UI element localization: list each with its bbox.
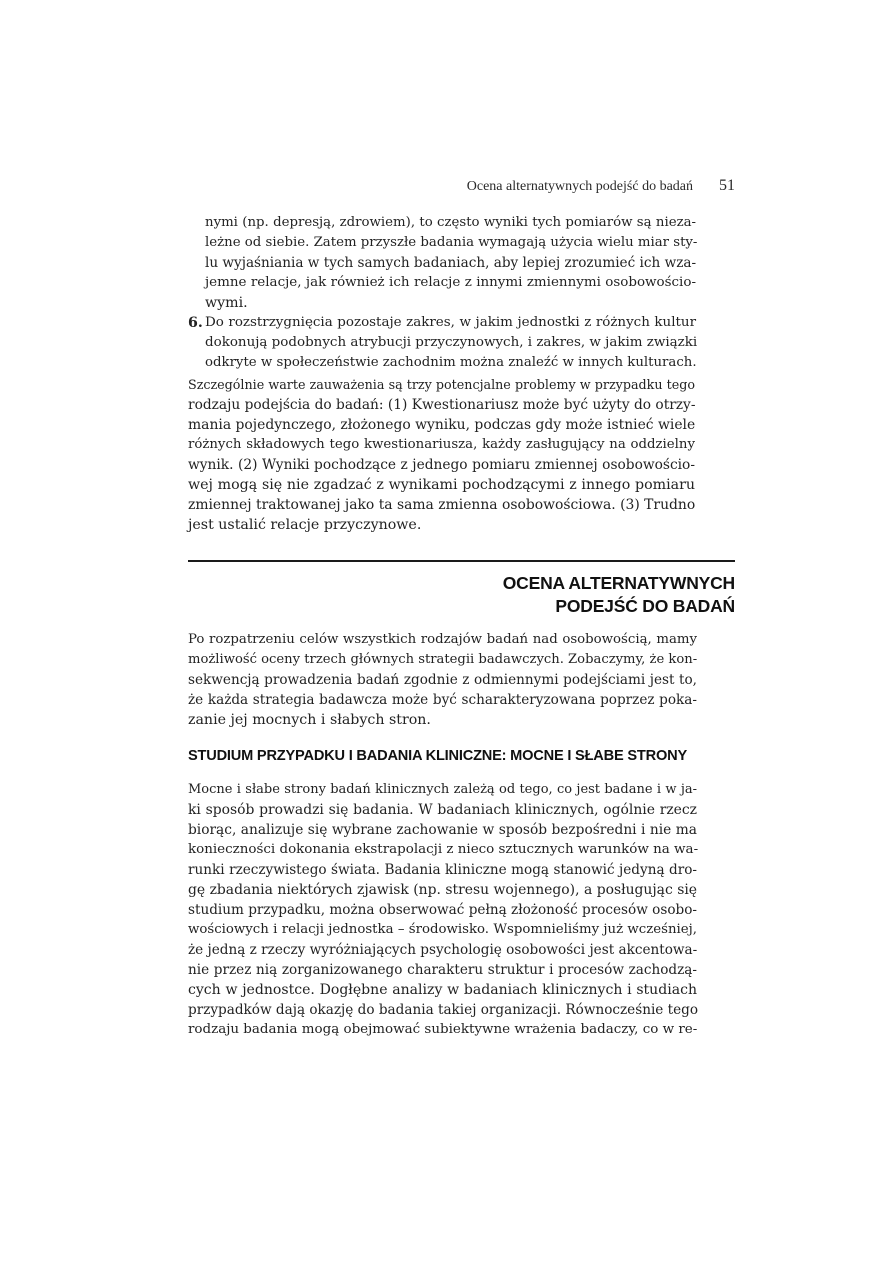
section-heading-line: PODEJŚĆ DO BADAŃ	[555, 596, 735, 616]
text-line: wynik. (2) Wyniki pochodzące z jednego pomiaru zmiennej osobowościo-	[188, 457, 695, 473]
paragraph-problems	[188, 375, 695, 535]
text-line: wej mogą się nie zgadzać z wynikami pochodzącymi z innego pomiaru	[188, 477, 695, 493]
text-line: przypadków dają okazję do badania takiej organizacji. Równocześnie tego	[188, 1002, 699, 1018]
text-line: mania pojedynczego, złożonego wyniku, podczas gdy może istnieć wiele	[188, 417, 696, 433]
text-line: Mocne i słabe strony badań klinicznych zależą od tego, co jest badane i w ja-	[188, 782, 697, 797]
list-item-body	[205, 313, 696, 373]
text-line: dokonują podobnych atrybucji przyczynowych, i zakres, w jakim związki	[205, 335, 698, 350]
text-line: runki rzeczywistego świata. Badania kliniczne mogą stanowić jedyną dro-	[188, 862, 697, 878]
text-line: nymi (np. depresją, zdrowiem), to często wyniki tych pomiarów są nieza-	[205, 215, 696, 230]
text-line: wymi.	[205, 295, 248, 311]
text-line: gę zbadania niektórych zjawisk (np. stresu wojennego), a posługując się	[188, 882, 697, 898]
text-line: odkryte w społeczeństwie zachodnim można znaleźć w innych kulturach.	[205, 355, 697, 370]
paragraph-clinical	[188, 780, 697, 1040]
text-line: zanie jej mocnych i słabych stron.	[188, 712, 431, 728]
text-line: lu wyjaśniania w tych samych badaniach, aby lepiej zrozumieć ich wza-	[205, 255, 697, 271]
text-line: że każda strategia badawcza może być scharakteryzowana poprzez poka-	[188, 692, 697, 708]
text-line: studium przypadku, można obserwować pełną złożoność procesów osobo-	[188, 902, 697, 918]
text-line: cych w jednostce. Dogłębne analizy w badaniach klinicznych i studiach	[188, 982, 697, 998]
text-line: Po rozpatrzeniu celów wszystkich rodzajów badań nad osobowością, mamy	[188, 632, 697, 647]
list-item-5-continuation	[205, 213, 696, 313]
section-divider	[188, 560, 735, 562]
text-line: biorąc, analizuje się wybrane zachowanie w sposób bezpośredni i nie ma	[188, 822, 697, 838]
text-line: sekwencją prowadzenia badań zgodnie z odmiennymi podejściami jest to,	[188, 672, 697, 688]
paragraph-intro	[188, 630, 697, 730]
text-line: jemne relacje, jak również ich relacje z innymi zmiennymi osobowościo-	[205, 275, 696, 290]
section-heading	[503, 572, 735, 618]
text-line: Szczególnie warte zauważenia są trzy potencjalne problemy w przypadku tego	[188, 377, 695, 392]
text-line: konieczności dokonania ekstrapolacji z nieco sztucznych warunków na wa-	[188, 842, 699, 857]
text-line: możliwość oceny trzech głównych strategii badawczych. Zobaczymy, że kon-	[188, 652, 698, 667]
running-head	[467, 177, 735, 195]
subsection-heading: STUDIUM PRZYPADKU I BADANIA KLINICZNE: MOCNE I SŁABE STRONY	[188, 748, 687, 764]
text-line: różnych składowych tego kwestionariusza, każdy zasługujący na oddzielny	[188, 437, 695, 452]
text-line: wościowych i relacji jednostka – środowisko. Wspomnieliśmy już wcześniej,	[188, 922, 697, 937]
section-heading-line: OCENA ALTERNATYWNYCH	[502, 573, 735, 593]
page-number: 51	[719, 177, 735, 194]
running-head-title: Ocena alternatywnych podejść do badań	[466, 179, 693, 194]
text-line: ki sposób prowadzi się badania. W badaniach klinicznych, ogólnie rzecz	[188, 802, 697, 818]
text-line: leżne od siebie. Zatem przyszłe badania wymagają użycia wielu miar sty-	[205, 235, 698, 250]
text-line: zmiennej traktowanej jako ta sama zmienna osobowościowa. (3) Trudno	[188, 497, 696, 513]
text-line: jest ustalić relacje przyczynowe.	[188, 517, 422, 533]
text-line: rodzaju badania mogą obejmować subiektywne wrażenia badaczy, co w re-	[188, 1022, 698, 1037]
text-line: rodzaju podejścia do badań: (1) Kwestionariusz może być użyty do otrzy-	[188, 397, 696, 413]
text-line: że jedną z rzeczy wyróżniających psychologię osobowości jest akcentowa-	[188, 942, 698, 958]
list-item-number: 6.	[188, 315, 203, 331]
text-line: Do rozstrzygnięcia pozostaje zakres, w jakim jednostki z różnych kultur	[205, 315, 696, 330]
text-line: nie przez nią zorganizowanego charakteru struktur i procesów zachodzą-	[188, 962, 697, 978]
